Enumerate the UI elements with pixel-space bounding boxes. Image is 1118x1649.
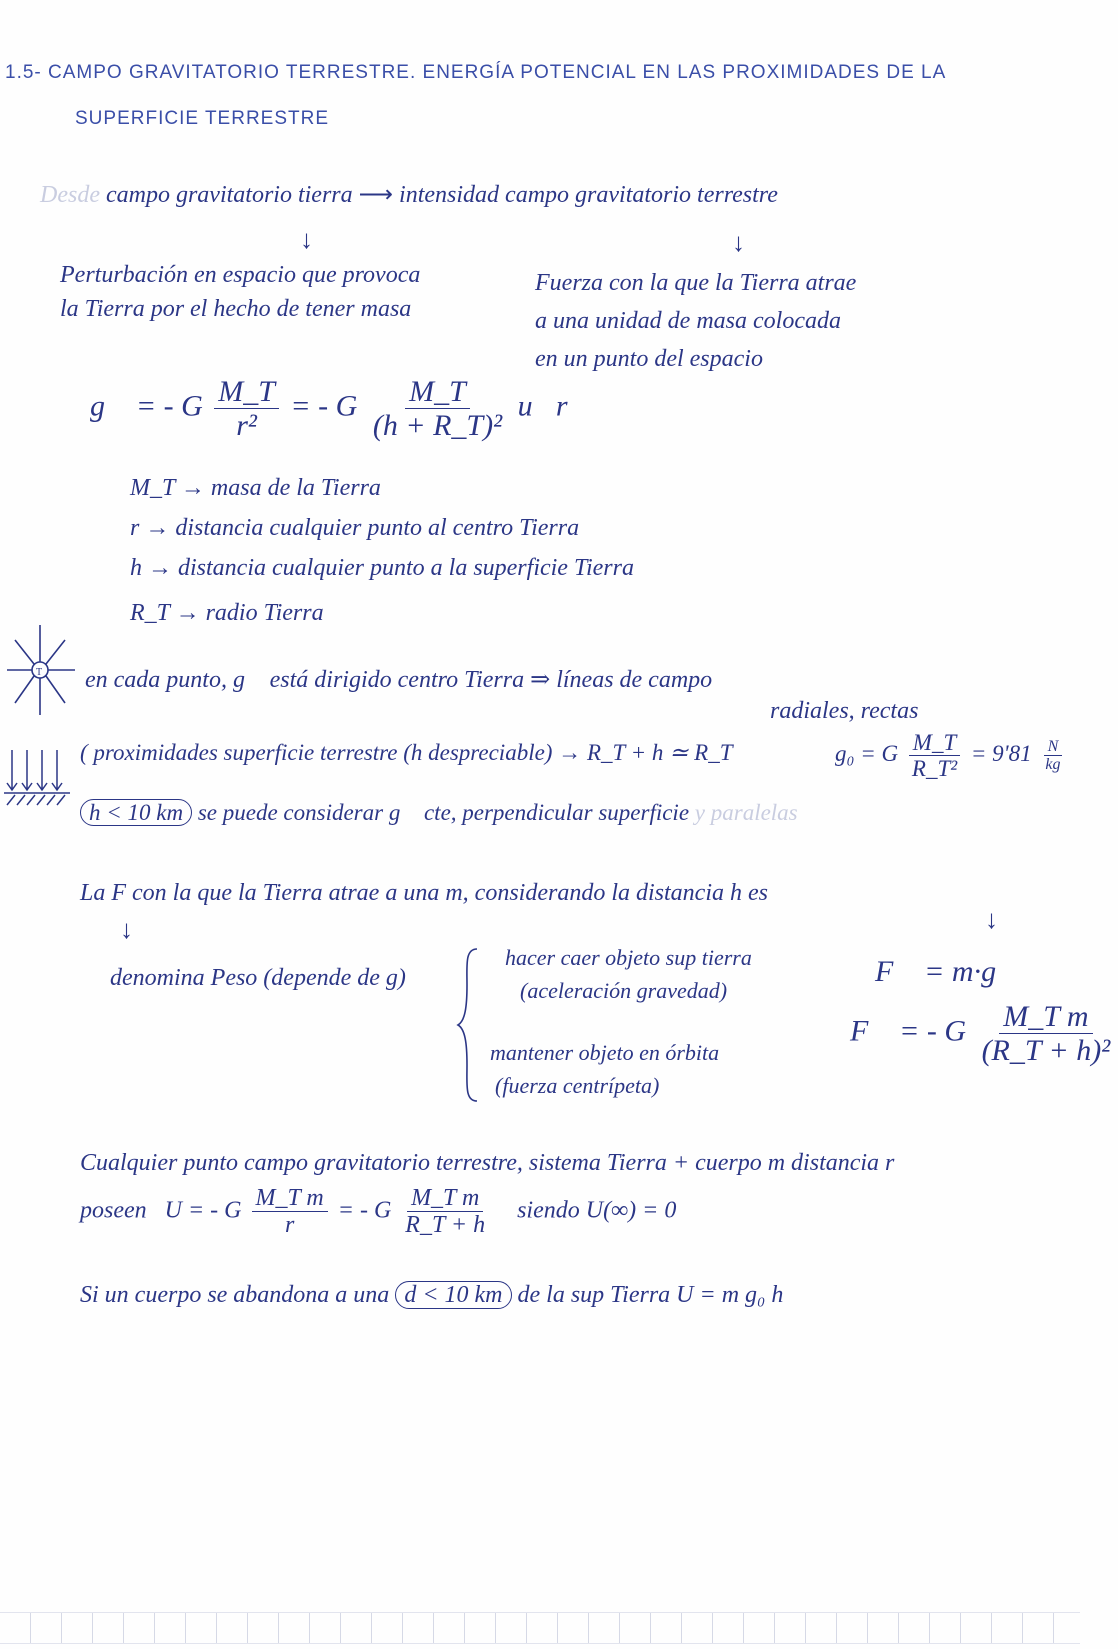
def-right-3: en un punto del espacio: [535, 346, 763, 372]
force-line: La F con la que la Tierra atrae a una m, considerando la distancia h es: [80, 880, 768, 906]
intro-left: campo gravitatorio tierra: [105, 182, 353, 208]
numerator: M_T m: [407, 1185, 483, 1212]
fraction: [252, 1185, 328, 1239]
condition-oval: d < 10 km: [395, 1281, 511, 1309]
def-right-1: Fuerza con la que la Tierra atrae: [535, 270, 857, 296]
formula-mid: = - G: [290, 389, 358, 423]
formula-lhs: F⃗ = - G: [850, 1014, 967, 1048]
denominator: r²: [236, 409, 257, 442]
legend-rt: R_T → radio Tierra: [130, 600, 324, 626]
def-left-2: la Tierra por el hecho de tener masa: [60, 296, 412, 322]
denominator: R_T + h: [405, 1212, 486, 1239]
use-1: hacer caer objeto sup tierra: [505, 945, 752, 970]
poseen-text: poseen: [80, 1197, 147, 1224]
numerator: M_T: [405, 375, 470, 409]
down-arrow-icon: ↓: [300, 225, 313, 254]
earth-label: T: [36, 667, 43, 678]
intro-line: [40, 180, 778, 209]
near-surface-line: [80, 1282, 783, 1309]
fraction: [978, 1000, 1115, 1067]
numerator: M_T: [909, 730, 960, 756]
near-post: de la sup Tierra U = m g₀ h: [517, 1282, 784, 1308]
fraction: [369, 375, 506, 442]
numerator: M_T: [214, 375, 279, 409]
proximity-text-2: se puede considerar g⃗ cte, perpendicular superficie: [197, 800, 690, 825]
denominator: R_T²: [911, 756, 958, 782]
right-arrow-icon: ⟶: [358, 182, 394, 208]
legend-r: r → distancia cualquier punto al centro Tierra: [130, 515, 580, 541]
g0-formula: [835, 730, 1068, 782]
fraction: [908, 730, 961, 782]
brace-icon: [455, 945, 481, 1105]
potential-line-1: Cualquier punto campo gravitatorio terrestre, sistema Tierra + cuerpo m distancia r: [80, 1150, 895, 1176]
force-formula-2: [850, 1000, 1118, 1067]
use-3: mantener objeto en órbita: [490, 1040, 720, 1065]
g0-lhs: g₀ = G: [835, 741, 899, 767]
denominator: r: [284, 1212, 295, 1239]
denominator: (R_T + h)²: [981, 1034, 1111, 1067]
formula-mid: = - G: [337, 1197, 392, 1224]
ruler-strip: [0, 1612, 1080, 1644]
intro-right: intensidad campo gravitatorio terrestre: [399, 182, 778, 208]
formula-lhs: g⃗ = - G: [90, 389, 203, 423]
proximity-line-1: ( proximidades superficie terrestre (h despreciable) → R_T + h ≃ R_T: [80, 740, 733, 765]
title-line-2: SUPERFICIE TERRESTRE: [75, 108, 330, 129]
unit-vector: u⃗r: [517, 389, 568, 423]
formula-lhs: U = - G: [164, 1197, 242, 1224]
fraction: [401, 1185, 489, 1239]
u-infinity: siendo U(∞) = 0: [517, 1197, 677, 1224]
unit-numerator: N: [1044, 738, 1063, 757]
radial-field-diagram-icon: [5, 615, 85, 725]
unit-denominator: kg: [1045, 756, 1061, 774]
numerator: M_T m: [252, 1185, 328, 1212]
potential-formula: [80, 1185, 676, 1239]
def-right-2: a una unidad de masa colocada: [535, 308, 841, 334]
title-line-1: 1.5- CAMPO GRAVITATORIO TERRESTRE. ENERGÍA POTENCIAL EN LAS PROXIMIDADES DE LA: [5, 62, 947, 83]
down-arrow-icon: ↓: [732, 228, 745, 257]
faint-word: Desde: [40, 182, 100, 208]
legend-h: h → distancia cualquier punto a la superficie Tierra: [130, 555, 634, 581]
def-left-1: Perturbación en espacio que provoca: [60, 262, 421, 288]
condition-oval: h < 10 km: [80, 799, 192, 826]
near-pre: Si un cuerpo se abandona a una: [80, 1282, 390, 1308]
surface-arrows-icon: [2, 745, 72, 825]
denominator: (h + R_T)²: [372, 409, 503, 442]
unit-fraction: [1041, 738, 1064, 774]
peso-text: denomina Peso (depende de g): [110, 965, 406, 991]
legend-mt: M_T → masa de la Tierra: [130, 475, 381, 501]
numerator: M_T m: [999, 1000, 1092, 1034]
proximity-line-2: [80, 800, 798, 826]
force-formula-1: F⃗ = m·g⃗: [875, 955, 1020, 988]
g0-value: = 9'81: [970, 741, 1032, 767]
down-arrow-icon: ↓: [985, 905, 998, 934]
field-lines-text: en cada punto, g⃗ está dirigido centro Tierra ⇒ líneas de campo: [85, 667, 713, 693]
formula-g: [90, 375, 568, 442]
use-2: (aceleración gravedad): [520, 978, 728, 1003]
down-arrow-icon: ↓: [120, 915, 133, 944]
faint-text: y paralelas: [694, 800, 798, 825]
field-lines-text-2: radiales, rectas: [770, 698, 919, 724]
fraction: [214, 375, 279, 442]
use-4: (fuerza centrípeta): [495, 1073, 660, 1098]
proximity-text: proximidades superficie terrestre (h despreciable) → R_T + h ≃ R_T: [93, 740, 733, 765]
